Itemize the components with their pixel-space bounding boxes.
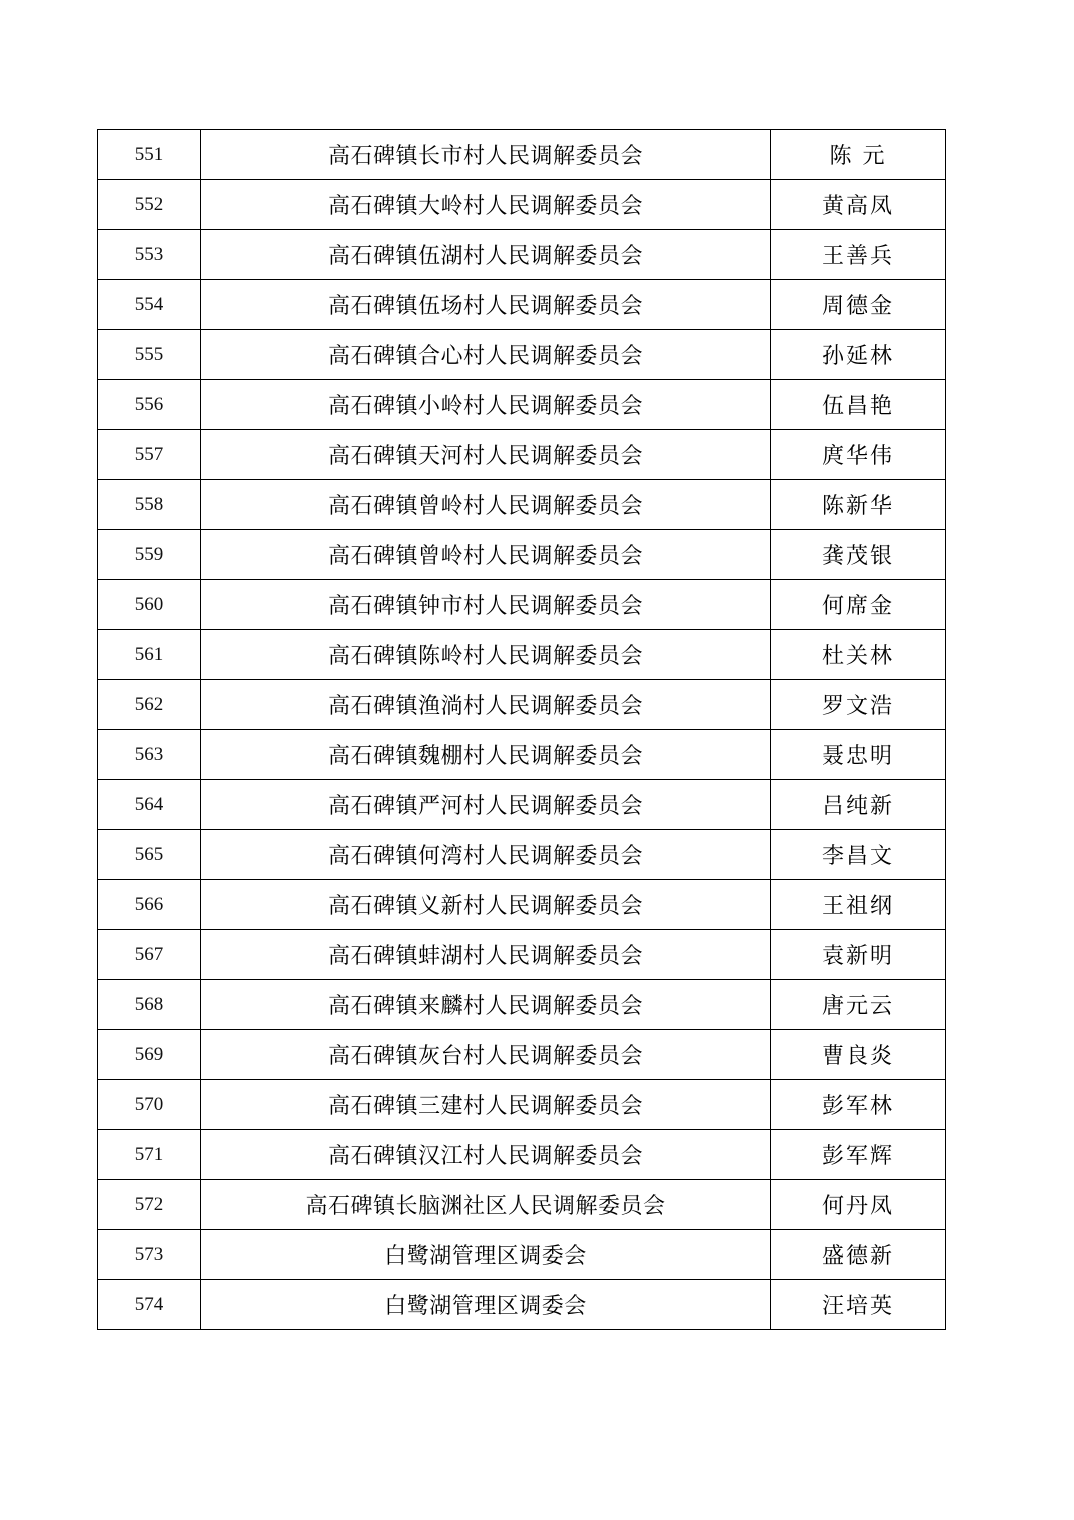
row-number: 552 (98, 180, 201, 230)
committee-name: 高石碑镇三建村人民调解委员会 (201, 1080, 771, 1130)
committee-name: 高石碑镇大岭村人民调解委员会 (201, 180, 771, 230)
table-row (98, 830, 946, 880)
person-name: 孙延林 (771, 330, 946, 380)
person-name: 盛德新 (771, 1230, 946, 1280)
table-row (98, 1180, 946, 1230)
person-name: 王祖纲 (771, 880, 946, 930)
person-name: 何席金 (771, 580, 946, 630)
row-number: 555 (98, 330, 201, 380)
person-name: 罗文浩 (771, 680, 946, 730)
committee-name: 白鹭湖管理区调委会 (201, 1230, 771, 1280)
person-name: 聂忠明 (771, 730, 946, 780)
table-row (98, 230, 946, 280)
committee-name: 高石碑镇义新村人民调解委员会 (201, 880, 771, 930)
committee-name: 高石碑镇钟市村人民调解委员会 (201, 580, 771, 630)
row-number: 559 (98, 530, 201, 580)
committee-name: 高石碑镇陈岭村人民调解委员会 (201, 630, 771, 680)
row-number: 564 (98, 780, 201, 830)
row-number: 553 (98, 230, 201, 280)
committee-name: 高石碑镇灰台村人民调解委员会 (201, 1030, 771, 1080)
table-row (98, 530, 946, 580)
committee-name: 高石碑镇天河村人民调解委员会 (201, 430, 771, 480)
row-number: 562 (98, 680, 201, 730)
table-row (98, 480, 946, 530)
committee-name: 高石碑镇长市村人民调解委员会 (201, 130, 771, 180)
table-row (98, 1230, 946, 1280)
table-row (98, 980, 946, 1030)
committee-name: 高石碑镇长脑渊社区人民调解委员会 (201, 1180, 771, 1230)
table-row (98, 280, 946, 330)
committee-name: 高石碑镇曾岭村人民调解委员会 (201, 530, 771, 580)
person-name: 何丹凤 (771, 1180, 946, 1230)
row-number: 563 (98, 730, 201, 780)
table-row (98, 380, 946, 430)
table-row (98, 780, 946, 830)
row-number: 557 (98, 430, 201, 480)
table-row (98, 180, 946, 230)
committee-name: 高石碑镇伍场村人民调解委员会 (201, 280, 771, 330)
person-name: 庹华伟 (771, 430, 946, 480)
row-number: 570 (98, 1080, 201, 1130)
person-name: 龚茂银 (771, 530, 946, 580)
row-number: 551 (98, 130, 201, 180)
row-number: 569 (98, 1030, 201, 1080)
person-name: 吕纯新 (771, 780, 946, 830)
table-row (98, 1080, 946, 1130)
table-row (98, 930, 946, 980)
person-name: 唐元云 (771, 980, 946, 1030)
committee-name: 高石碑镇伍湖村人民调解委员会 (201, 230, 771, 280)
row-number: 571 (98, 1130, 201, 1180)
person-name: 周德金 (771, 280, 946, 330)
table-row (98, 130, 946, 180)
person-name: 汪培英 (771, 1280, 946, 1330)
row-number: 558 (98, 480, 201, 530)
mediator-table (97, 129, 946, 1330)
row-number: 573 (98, 1230, 201, 1280)
table-row (98, 580, 946, 630)
row-number: 556 (98, 380, 201, 430)
person-name: 杜关林 (771, 630, 946, 680)
person-name: 王善兵 (771, 230, 946, 280)
person-name: 李昌文 (771, 830, 946, 880)
committee-name: 高石碑镇小岭村人民调解委员会 (201, 380, 771, 430)
committee-name: 高石碑镇渔淌村人民调解委员会 (201, 680, 771, 730)
row-number: 561 (98, 630, 201, 680)
table-row (98, 880, 946, 930)
table-row (98, 1030, 946, 1080)
committee-name: 高石碑镇魏棚村人民调解委员会 (201, 730, 771, 780)
person-name: 陈 元 (771, 130, 946, 180)
row-number: 574 (98, 1280, 201, 1330)
person-name: 彭军林 (771, 1080, 946, 1130)
row-number: 560 (98, 580, 201, 630)
person-name: 曹良炎 (771, 1030, 946, 1080)
person-name: 袁新明 (771, 930, 946, 980)
row-number: 567 (98, 930, 201, 980)
table-row (98, 1280, 946, 1330)
table-row (98, 330, 946, 380)
table-row (98, 1130, 946, 1180)
committee-name: 白鹭湖管理区调委会 (201, 1280, 771, 1330)
row-number: 566 (98, 880, 201, 930)
committee-name: 高石碑镇来麟村人民调解委员会 (201, 980, 771, 1030)
person-name: 黄高凤 (771, 180, 946, 230)
row-number: 565 (98, 830, 201, 880)
mediator-table-body (98, 130, 946, 1330)
row-number: 554 (98, 280, 201, 330)
committee-name: 高石碑镇蚌湖村人民调解委员会 (201, 930, 771, 980)
table-row (98, 430, 946, 480)
table-row (98, 730, 946, 780)
row-number: 568 (98, 980, 201, 1030)
table-row (98, 680, 946, 730)
committee-name: 高石碑镇曾岭村人民调解委员会 (201, 480, 771, 530)
person-name: 陈新华 (771, 480, 946, 530)
table-row (98, 630, 946, 680)
person-name: 彭军辉 (771, 1130, 946, 1180)
committee-name: 高石碑镇何湾村人民调解委员会 (201, 830, 771, 880)
committee-name: 高石碑镇汉江村人民调解委员会 (201, 1130, 771, 1180)
committee-name: 高石碑镇合心村人民调解委员会 (201, 330, 771, 380)
committee-name: 高石碑镇严河村人民调解委员会 (201, 780, 771, 830)
row-number: 572 (98, 1180, 201, 1230)
person-name: 伍昌艳 (771, 380, 946, 430)
